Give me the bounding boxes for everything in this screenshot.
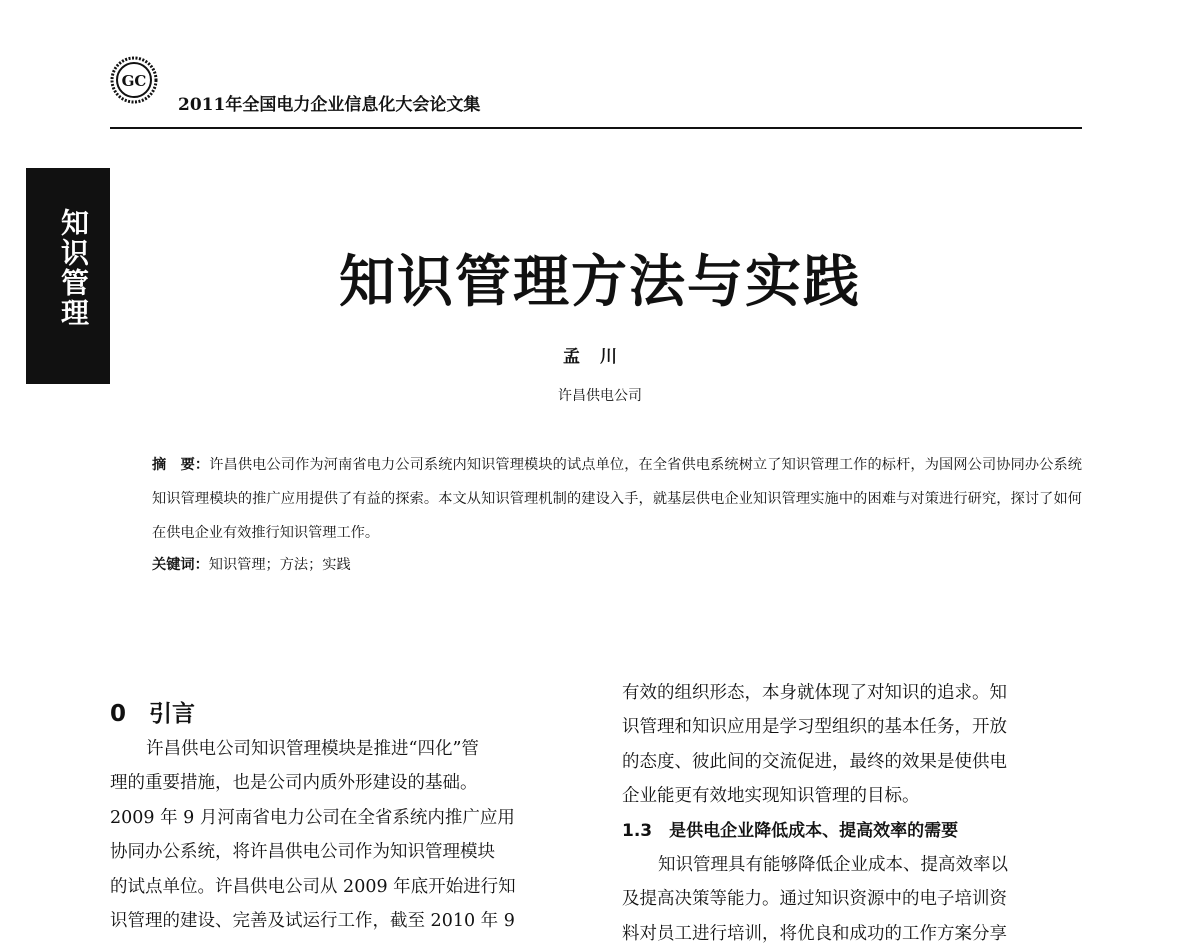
paragraph-line: 2009 年 9 月河南省电力公司在全省系统内推广应用 — [110, 807, 515, 828]
header-divider — [110, 127, 1082, 129]
section-heading-introduction: 0 引言 — [110, 701, 196, 727]
left-column — [110, 732, 580, 938]
side-tab-label: 知识管理 — [57, 208, 90, 328]
paragraph-line: 企业能更有效地实现知识管理的目标。 — [622, 786, 920, 807]
author-affiliation: 许昌供电公司 — [558, 388, 642, 404]
paragraph-line: 有效的组织形态，本身就体现了对知识的追求。知 — [622, 683, 1007, 703]
paragraph-line: 识管理和知识应用是学习型组织的基本任务，开放 — [622, 717, 1007, 738]
svg-text:GC: GC — [121, 72, 147, 90]
abstract-text: 许昌供电公司作为河南省电力公司系统内知识管理模块的试点单位，在全省供电系统树立了知识管理工作的标杆，为国网公司协同办公系统知识管理模块的推广应用提供了有益的探索。本文从知识管理机制的建设入手，就基层供电企业知识管理实施中的困难与对策进行研究，探讨了如何在供电企业有效推行知识管理工作。 — [152, 457, 1082, 541]
paragraph-line: 知识管理具有能够降低企业成本、提高效率以 — [658, 854, 1008, 875]
conference-logo — [110, 56, 158, 104]
paragraph-line: 理的重要措施，也是公司内质外形建设的基础。 — [110, 773, 478, 794]
paragraph-line: 及提高决策等能力。通过知识资源中的电子培训资 — [622, 889, 1007, 910]
subsection-heading: 1.3 是供电企业降低成本、提高效率的需要 — [622, 820, 959, 841]
keywords-text: 知识管理；方法；实践 — [208, 557, 351, 573]
keywords — [152, 548, 1082, 582]
proceedings-title: 2011年全国电力企业信息化大会论文集 — [178, 95, 481, 115]
paragraph-line: 的试点单位。许昌供电公司从 2009 年底开始进行知 — [110, 876, 516, 897]
abstract — [152, 448, 1082, 550]
right-column — [622, 676, 1082, 951]
paper-title: 知识管理方法与实践 — [339, 249, 861, 315]
paragraph-line: 识管理的建设、完善及试运行工作，截至 2010 年 9 — [110, 910, 515, 931]
paragraph-line: 许昌供电公司知识管理模块是推进“四化”管 — [146, 739, 479, 759]
paragraph-line: 的态度、彼此间的交流促进，最终的效果是使供电 — [622, 751, 1007, 772]
keywords-label: 关键词： — [152, 557, 209, 573]
paragraph-line: 协同办公系统，将许昌供电公司作为知识管理模块 — [110, 842, 495, 863]
paragraph-line: 料对员工进行培训，将优良和成功的工作方案分享 — [622, 923, 1007, 944]
paper-author: 孟川 — [563, 347, 637, 367]
abstract-label: 摘 要： — [152, 457, 210, 473]
